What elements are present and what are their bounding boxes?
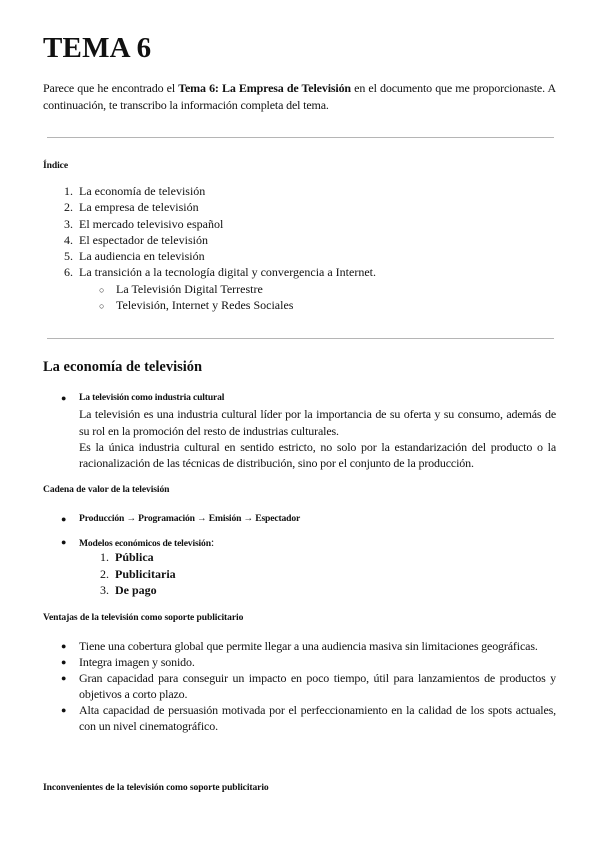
economic-model-number: 3. [100,583,109,597]
intro-text-bold: Tema 6: La Empresa de Televisión [178,81,351,95]
index-item-label: La empresa de televisión [79,200,199,215]
bullet-icon: ● [61,537,67,547]
advantage-text: Integra imagen y sonido. [79,655,195,669]
intro-text-pre: Parece que he encontrado el [43,81,179,95]
cultural-industry-paragraph-1: La televisión es una industria cultural líder por la importancia de su oferta y su consumo, además de su rol en la promoción del resto de industrias culturales. [79,407,556,438]
advantages-heading: Ventajas de la televisión como soporte publicitario [43,612,244,623]
index-subitem [43,297,376,313]
index-subitem-label: Televisión, Internet y Redes Sociales [116,298,294,313]
economic-models-title: Modelos económicos de televisión [79,538,211,549]
index-item [43,232,376,248]
index-item-number: 3. [64,216,73,231]
advantage-item [43,654,556,670]
cultural-industry-paragraph-2: Es la única industria cultural en sentido estricto, no solo por la estandarización del producto o la racionalización de las técnicas de distribución, sino por el conjunto de la producción. [79,439,556,471]
economic-model-number: 2. [100,566,109,581]
advantage-item [43,638,556,654]
drawbacks-heading: Inconvenientes de la televisión como soporte publicitario [43,782,269,793]
value-chain-heading: Cadena de valor de la televisión [43,484,170,495]
page-title: TEMA 6 [43,32,152,64]
index-item-number: 6. [64,265,73,280]
index-item-label: El mercado televisivo español [79,216,224,231]
index-item [43,199,376,215]
advantage-text: Alta capacidad de persuasión motivada por el perfeccionamiento en la calidad de los spots actuales, con un nivel cinematográfico. [79,703,556,734]
hollow-circle-bullet-icon: ○ [99,284,105,295]
index-item-number: 1. [64,184,73,198]
index-item [43,183,376,199]
index-item [43,264,376,280]
index-item-number: 2. [64,200,73,215]
advantage-item [43,702,556,735]
bullet-icon: ● [61,673,67,683]
index-heading: Índice [43,160,68,171]
index-item-number: 5. [64,249,73,264]
economic-model-label: De pago [115,583,157,597]
index-subitem [43,281,376,297]
advantage-item [43,670,556,703]
bullet-icon: ● [61,705,67,715]
index-item-number: 4. [64,232,73,247]
hollow-circle-bullet-icon: ○ [99,301,105,312]
economic-model-item [43,549,176,566]
index-item-label: La transición a la tecnología digital y convergencia a Internet. [79,265,376,280]
index-item-label: La audiencia en televisión [79,249,205,264]
divider-1 [47,137,554,138]
bullet-icon: ● [61,514,67,524]
economic-model-item [43,566,176,583]
divider-2 [47,338,554,339]
bullet-icon: ● [61,641,67,651]
index-item [43,248,376,264]
economic-model-number: 1. [100,550,109,564]
bullet-icon: ● [61,393,67,403]
economic-model-label: Publicitaria [115,566,176,581]
index-item-label: El espectador de televisión [79,232,208,247]
intro-text-post: en el documento que me proporcionaste. A continuación, te transcribo la información completa del tema. [43,81,556,112]
economic-model-label: Pública [115,550,154,564]
index-list [43,183,376,313]
advantage-text: Tiene una cobertura global que permite llegar a una audiencia masiva sin limitaciones geográficas. [79,639,538,653]
index-subitem-label: La Televisión Digital Terrestre [116,281,263,296]
economic-models-list [43,549,176,599]
index-item [43,216,376,232]
advantage-text: Gran capacidad para conseguir un impacto en poco tiempo, útil para lanzamientos de productos y objetivos a corto plazo. [79,671,556,702]
bullet-icon: ● [61,657,67,667]
index-item-label: La economía de televisión [79,184,206,198]
value-chain-bullet [43,511,556,527]
value-chain-text: Producción → Programación → Emisión → Espectador [79,513,301,524]
economic-model-item [43,582,176,599]
cultural-industry-title: La televisión como industria cultural [79,392,225,403]
economic-models-colon: : [210,535,215,549]
intro-paragraph [43,80,556,113]
cultural-industry-bullet [43,390,556,471]
section-heading: La economía de televisión [43,359,203,375]
